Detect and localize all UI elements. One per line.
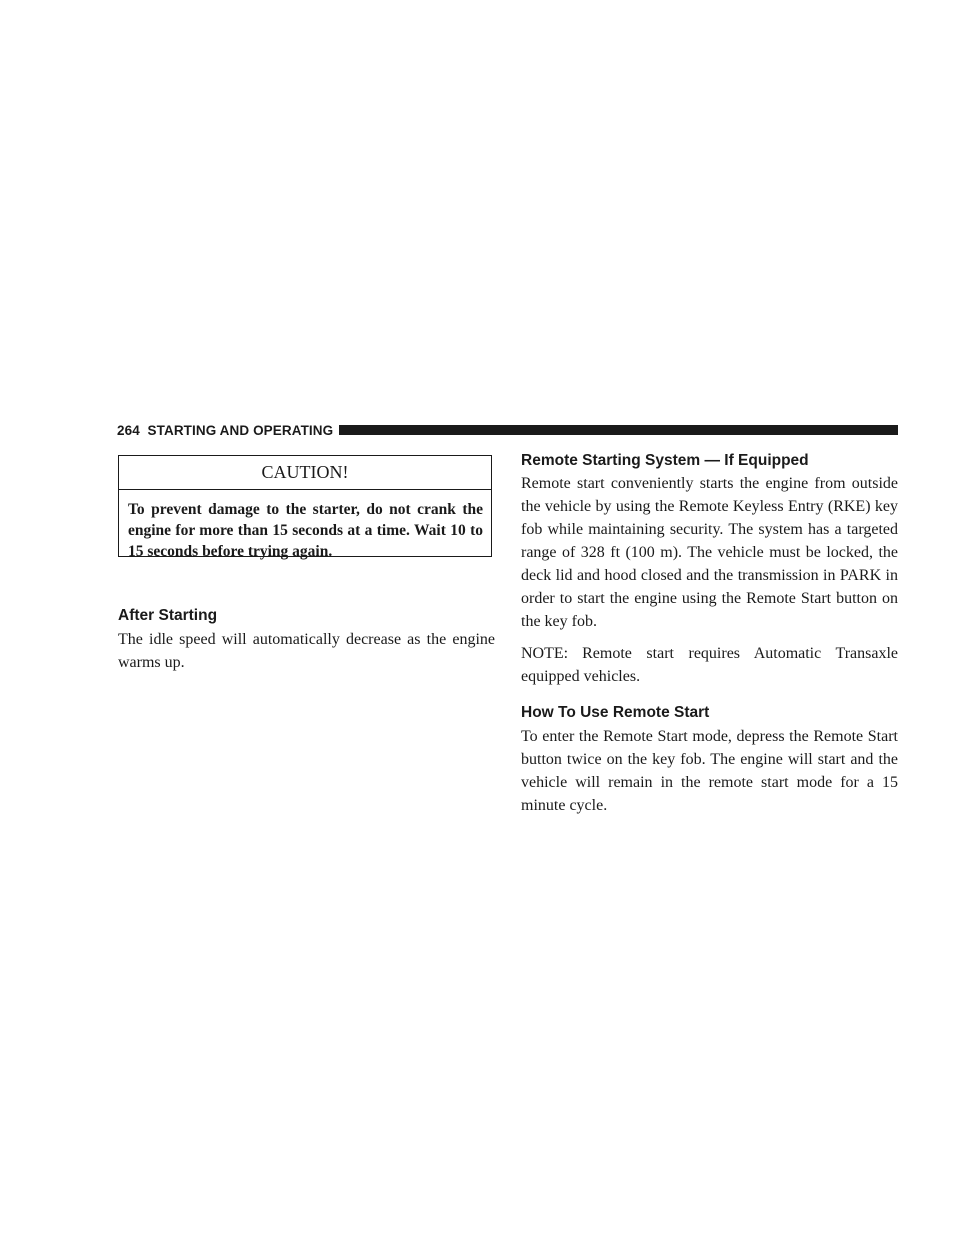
header-rule [339,425,898,435]
how-to-use-heading: How To Use Remote Start [521,704,710,721]
remote-start-heading: Remote Starting System — If Equipped [521,452,809,469]
caution-title: CAUTION! [119,456,491,490]
after-starting-heading: After Starting [118,607,218,624]
page-header [117,421,898,439]
page-header-text [117,423,333,438]
note-paragraph [521,642,898,688]
page-number: 264 [117,422,140,438]
note-label: NOTE: [521,645,569,662]
right-column [521,451,898,817]
left-column [118,455,495,674]
remote-start-text: Remote start conveniently starts the engine from outside the vehicle by using the Remote Keyless Entry (RKE) key fob while maintaining security. The system has a targeted range of 328 ft (100 m). The vehicle must be locked, the deck lid and hood closed and the transmission in PARK in order to start the engine using the Remote Start button on the key fob. [521,475,898,630]
section-title: STARTING AND OPERATING [147,422,334,438]
caution-box [118,455,492,560]
how-to-use-text: To enter the Remote Start mode, depress the Remote Start button twice on the key fob. The engine will start and the vehicle will remain in the remote start mode for a 15 minute cycle. [521,728,898,814]
caution-text: To prevent damage to the starter, do not crank the engine for more than 15 seconds at a time. Wait 10 to 15 seconds before trying again. [128,501,483,560]
after-starting-text: The idle speed will automatically decrease as the engine warms up. [118,631,495,671]
note-text: Remote start requires Automatic Transaxle equipped vehicles. [521,645,898,685]
